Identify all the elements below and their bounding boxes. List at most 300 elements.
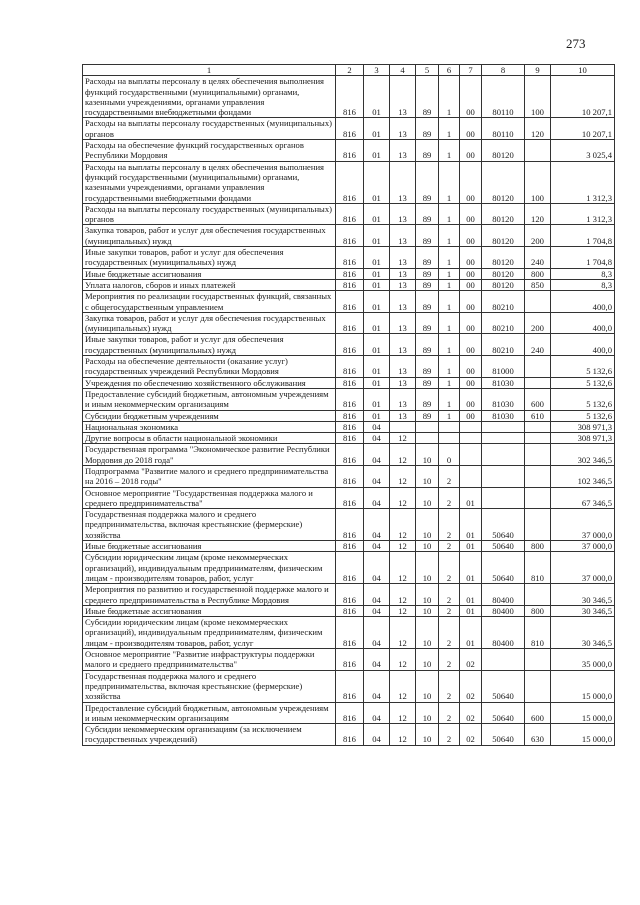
section-code: 04 bbox=[364, 670, 390, 702]
expense-type-code: 810 bbox=[525, 552, 551, 584]
ministry-code: 816 bbox=[336, 268, 364, 279]
subprogram-code bbox=[439, 433, 460, 444]
section-code: 04 bbox=[364, 552, 390, 584]
row-name: Субсидии юридическим лицам (кроме некоммерческих организаций), индивидуальным предпринимателям, физическим лицам - производителям товаров, работ, услуг bbox=[83, 617, 336, 649]
amount-cell: 8,3 bbox=[551, 279, 615, 290]
ministry-code: 816 bbox=[336, 465, 364, 487]
expense-type-code: 240 bbox=[525, 247, 551, 269]
expense-type-code bbox=[525, 509, 551, 541]
ministry-code: 816 bbox=[336, 388, 364, 410]
subprogram-code: 1 bbox=[439, 410, 460, 421]
direction-code: 80120 bbox=[482, 203, 525, 225]
ministry-code: 816 bbox=[336, 410, 364, 421]
expense-type-code bbox=[525, 140, 551, 162]
program-code: 10 bbox=[416, 444, 439, 466]
column-header: 4 bbox=[390, 65, 416, 76]
ministry-code: 816 bbox=[336, 552, 364, 584]
subprogram-code: 2 bbox=[439, 617, 460, 649]
direction-code bbox=[482, 433, 525, 444]
direction-code bbox=[482, 421, 525, 432]
expense-type-code bbox=[525, 291, 551, 313]
section-code: 04 bbox=[364, 465, 390, 487]
row-name: Расходы на обеспечение функций государственных органов Республики Мордовия bbox=[83, 140, 336, 162]
direction-code: 80400 bbox=[482, 605, 525, 616]
direction-code: 80400 bbox=[482, 617, 525, 649]
row-name: Иные закупки товаров, работ и услуг для обеспечения государственных (муниципальных) нужд bbox=[83, 247, 336, 269]
row-name: Субсидии бюджетным учреждениям bbox=[83, 410, 336, 421]
event-code bbox=[460, 465, 482, 487]
ministry-code: 816 bbox=[336, 356, 364, 378]
ministry-code: 816 bbox=[336, 140, 364, 162]
program-code bbox=[416, 421, 439, 432]
section-code: 01 bbox=[364, 268, 390, 279]
table-row bbox=[83, 421, 615, 432]
subprogram-code: 2 bbox=[439, 541, 460, 552]
table-row bbox=[83, 76, 615, 118]
subsection-code: 12 bbox=[390, 617, 416, 649]
row-name: Уплата налогов, сборов и иных платежей bbox=[83, 279, 336, 290]
expense-type-code bbox=[525, 444, 551, 466]
direction-code: 50640 bbox=[482, 724, 525, 746]
expense-type-code: 120 bbox=[525, 118, 551, 140]
row-name: Иные бюджетные ассигнования bbox=[83, 541, 336, 552]
table-row bbox=[83, 356, 615, 378]
subsection-code: 12 bbox=[390, 670, 416, 702]
section-code: 01 bbox=[364, 279, 390, 290]
row-name: Расходы на выплаты персоналу государственных (муниципальных) органов bbox=[83, 203, 336, 225]
program-code: 10 bbox=[416, 605, 439, 616]
ministry-code: 816 bbox=[336, 509, 364, 541]
subsection-code: 12 bbox=[390, 465, 416, 487]
ministry-code: 816 bbox=[336, 617, 364, 649]
amount-cell: 5 132,6 bbox=[551, 410, 615, 421]
program-code: 89 bbox=[416, 161, 439, 203]
direction-code: 80110 bbox=[482, 76, 525, 118]
table-row bbox=[83, 541, 615, 552]
subprogram-code: 1 bbox=[439, 268, 460, 279]
table-row bbox=[83, 312, 615, 334]
ministry-code: 816 bbox=[336, 334, 364, 356]
expense-type-code bbox=[525, 433, 551, 444]
amount-cell: 30 346,5 bbox=[551, 584, 615, 606]
section-code: 04 bbox=[364, 605, 390, 616]
subprogram-code: 2 bbox=[439, 670, 460, 702]
subprogram-code: 0 bbox=[439, 444, 460, 466]
table-row bbox=[83, 279, 615, 290]
table-row bbox=[83, 702, 615, 724]
amount-cell: 5 132,6 bbox=[551, 356, 615, 378]
subprogram-code: 2 bbox=[439, 702, 460, 724]
event-code: 00 bbox=[460, 203, 482, 225]
subprogram-code: 1 bbox=[439, 161, 460, 203]
column-header: 8 bbox=[482, 65, 525, 76]
expense-type-code: 120 bbox=[525, 203, 551, 225]
direction-code bbox=[482, 487, 525, 509]
table-row bbox=[83, 291, 615, 313]
column-header: 3 bbox=[364, 65, 390, 76]
expense-type-code bbox=[525, 487, 551, 509]
column-header: 6 bbox=[439, 65, 460, 76]
program-code: 89 bbox=[416, 279, 439, 290]
table-row bbox=[83, 388, 615, 410]
section-code: 01 bbox=[364, 76, 390, 118]
subprogram-code: 1 bbox=[439, 334, 460, 356]
direction-code: 50640 bbox=[482, 552, 525, 584]
column-header: 7 bbox=[460, 65, 482, 76]
table-row bbox=[83, 334, 615, 356]
subprogram-code: 1 bbox=[439, 388, 460, 410]
amount-cell: 30 346,5 bbox=[551, 605, 615, 616]
ministry-code: 816 bbox=[336, 118, 364, 140]
subsection-code: 12 bbox=[390, 509, 416, 541]
ministry-code: 816 bbox=[336, 649, 364, 671]
program-code: 10 bbox=[416, 541, 439, 552]
subsection-code: 13 bbox=[390, 203, 416, 225]
row-name: Государственная поддержка малого и среднего предпринимательства, включая крестьянские (фермерские) хозяйства bbox=[83, 509, 336, 541]
subprogram-code: 1 bbox=[439, 312, 460, 334]
ministry-code: 816 bbox=[336, 203, 364, 225]
section-code: 01 bbox=[364, 247, 390, 269]
row-name: Субсидии юридическим лицам (кроме некоммерческих организаций), индивидуальным предпринимателям, физическим лицам - производителям товаров, работ, услуг bbox=[83, 552, 336, 584]
amount-cell: 1 312,3 bbox=[551, 161, 615, 203]
section-code: 04 bbox=[364, 487, 390, 509]
page-number: 273 bbox=[566, 36, 586, 51]
row-name: Расходы на выплаты персоналу в целях обеспечения выполнения функций государственными (муниципальными) органами, казенными учреждениями, органами управления государственными внебюджетными фондами bbox=[83, 161, 336, 203]
amount-cell: 15 000,0 bbox=[551, 702, 615, 724]
program-code: 10 bbox=[416, 487, 439, 509]
subprogram-code: 1 bbox=[439, 203, 460, 225]
direction-code: 80400 bbox=[482, 584, 525, 606]
subprogram-code: 1 bbox=[439, 76, 460, 118]
row-name: Учреждения по обеспечению хозяйственного обслуживания bbox=[83, 377, 336, 388]
section-code: 01 bbox=[364, 118, 390, 140]
table-row bbox=[83, 377, 615, 388]
event-code: 00 bbox=[460, 76, 482, 118]
event-code: 00 bbox=[460, 410, 482, 421]
row-name: Иные бюджетные ассигнования bbox=[83, 268, 336, 279]
direction-code: 50640 bbox=[482, 509, 525, 541]
expense-type-code bbox=[525, 649, 551, 671]
event-code: 00 bbox=[460, 356, 482, 378]
expense-type-code bbox=[525, 421, 551, 432]
ministry-code: 816 bbox=[336, 541, 364, 552]
row-name: Расходы на обеспечение деятельности (оказание услуг) государственных учреждений Республики Мордовия bbox=[83, 356, 336, 378]
program-code: 10 bbox=[416, 649, 439, 671]
section-code: 01 bbox=[364, 225, 390, 247]
event-code bbox=[460, 421, 482, 432]
expense-type-code: 200 bbox=[525, 225, 551, 247]
event-code: 02 bbox=[460, 702, 482, 724]
amount-cell: 308 971,3 bbox=[551, 433, 615, 444]
row-name: Основное мероприятие "Государственная поддержка малого и среднего предпринимательства" bbox=[83, 487, 336, 509]
subsection-code: 12 bbox=[390, 552, 416, 584]
direction-code: 80120 bbox=[482, 279, 525, 290]
direction-code: 80120 bbox=[482, 161, 525, 203]
amount-cell: 37 000,0 bbox=[551, 552, 615, 584]
section-code: 01 bbox=[364, 388, 390, 410]
expense-type-code: 800 bbox=[525, 541, 551, 552]
row-name: Государственная программа "Экономическое развитие Республики Мордовия до 2018 года" bbox=[83, 444, 336, 466]
event-code bbox=[460, 433, 482, 444]
amount-cell: 400,0 bbox=[551, 312, 615, 334]
amount-cell: 10 207,1 bbox=[551, 76, 615, 118]
subprogram-code: 1 bbox=[439, 279, 460, 290]
ministry-code: 816 bbox=[336, 702, 364, 724]
event-code: 00 bbox=[460, 140, 482, 162]
row-name: Основное мероприятие "Развитие инфраструктуры поддержки малого и среднего предпринимательства" bbox=[83, 649, 336, 671]
ministry-code: 816 bbox=[336, 247, 364, 269]
table-row bbox=[83, 509, 615, 541]
direction-code: 80210 bbox=[482, 312, 525, 334]
direction-code: 80120 bbox=[482, 140, 525, 162]
row-name: Предоставление субсидий бюджетным, автономным учреждениям и иным некоммерческим организациям bbox=[83, 388, 336, 410]
amount-cell: 67 346,5 bbox=[551, 487, 615, 509]
amount-cell: 1 312,3 bbox=[551, 203, 615, 225]
subprogram-code: 2 bbox=[439, 724, 460, 746]
table-row bbox=[83, 584, 615, 606]
event-code: 00 bbox=[460, 279, 482, 290]
expense-type-code: 240 bbox=[525, 334, 551, 356]
subsection-code: 12 bbox=[390, 433, 416, 444]
event-code: 02 bbox=[460, 724, 482, 746]
program-code: 89 bbox=[416, 76, 439, 118]
amount-cell: 308 971,3 bbox=[551, 421, 615, 432]
program-code: 89 bbox=[416, 140, 439, 162]
row-name: Иные закупки товаров, работ и услуг для обеспечения государственных (муниципальных) нужд bbox=[83, 334, 336, 356]
program-code: 10 bbox=[416, 465, 439, 487]
event-code: 01 bbox=[460, 487, 482, 509]
table-row bbox=[83, 487, 615, 509]
subsection-code: 12 bbox=[390, 605, 416, 616]
amount-cell: 302 346,5 bbox=[551, 444, 615, 466]
table-row bbox=[83, 268, 615, 279]
row-name: Расходы на выплаты персоналу государственных (муниципальных) органов bbox=[83, 118, 336, 140]
subsection-code: 12 bbox=[390, 649, 416, 671]
subsection-code: 13 bbox=[390, 118, 416, 140]
subsection-code: 12 bbox=[390, 724, 416, 746]
program-code: 89 bbox=[416, 356, 439, 378]
subprogram-code: 1 bbox=[439, 140, 460, 162]
program-code: 10 bbox=[416, 509, 439, 541]
event-code: 00 bbox=[460, 268, 482, 279]
row-name: Закупка товаров, работ и услуг для обеспечения государственных (муниципальных) нужд bbox=[83, 312, 336, 334]
subsection-code: 13 bbox=[390, 410, 416, 421]
table-row bbox=[83, 617, 615, 649]
row-name: Государственная поддержка малого и среднего предпринимательства, включая крестьянские (фермерские) хозяйства bbox=[83, 670, 336, 702]
direction-code: 50640 bbox=[482, 670, 525, 702]
column-header: 1 bbox=[83, 65, 336, 76]
direction-code: 80120 bbox=[482, 225, 525, 247]
row-name: Мероприятия по реализации государственных функций, связанных с общегосударственным управлением bbox=[83, 291, 336, 313]
subsection-code: 13 bbox=[390, 140, 416, 162]
subprogram-code: 1 bbox=[439, 225, 460, 247]
subprogram-code: 1 bbox=[439, 118, 460, 140]
program-code: 10 bbox=[416, 702, 439, 724]
budget-table bbox=[82, 64, 615, 746]
expense-type-code: 600 bbox=[525, 702, 551, 724]
column-header: 2 bbox=[336, 65, 364, 76]
event-code: 00 bbox=[460, 291, 482, 313]
table-row bbox=[83, 605, 615, 616]
event-code: 02 bbox=[460, 649, 482, 671]
subprogram-code: 2 bbox=[439, 605, 460, 616]
section-code: 04 bbox=[364, 541, 390, 552]
program-code: 10 bbox=[416, 584, 439, 606]
direction-code: 50640 bbox=[482, 702, 525, 724]
expense-type-code: 800 bbox=[525, 605, 551, 616]
event-code: 00 bbox=[460, 247, 482, 269]
program-code: 10 bbox=[416, 670, 439, 702]
event-code: 00 bbox=[460, 161, 482, 203]
subprogram-code bbox=[439, 421, 460, 432]
section-code: 04 bbox=[364, 617, 390, 649]
program-code: 89 bbox=[416, 334, 439, 356]
row-name: Закупка товаров, работ и услуг для обеспечения государственных (муниципальных) нужд bbox=[83, 225, 336, 247]
table-row bbox=[83, 410, 615, 421]
table-row bbox=[83, 118, 615, 140]
subprogram-code: 2 bbox=[439, 465, 460, 487]
subsection-code: 13 bbox=[390, 291, 416, 313]
expense-type-code: 610 bbox=[525, 410, 551, 421]
expense-type-code: 810 bbox=[525, 617, 551, 649]
amount-cell: 3 025,4 bbox=[551, 140, 615, 162]
column-header: 5 bbox=[416, 65, 439, 76]
ministry-code: 816 bbox=[336, 377, 364, 388]
subprogram-code: 2 bbox=[439, 509, 460, 541]
subsection-code: 12 bbox=[390, 702, 416, 724]
event-code: 00 bbox=[460, 118, 482, 140]
program-code: 10 bbox=[416, 724, 439, 746]
subsection-code: 13 bbox=[390, 268, 416, 279]
subsection-code: 13 bbox=[390, 356, 416, 378]
ministry-code: 816 bbox=[336, 279, 364, 290]
subsection-code: 12 bbox=[390, 444, 416, 466]
event-code: 01 bbox=[460, 605, 482, 616]
event-code: 00 bbox=[460, 225, 482, 247]
subsection-code: 13 bbox=[390, 334, 416, 356]
event-code: 00 bbox=[460, 334, 482, 356]
section-code: 04 bbox=[364, 649, 390, 671]
table-row bbox=[83, 161, 615, 203]
table-row bbox=[83, 670, 615, 702]
direction-code: 81030 bbox=[482, 377, 525, 388]
section-code: 04 bbox=[364, 702, 390, 724]
row-name: Другие вопросы в области национальной экономики bbox=[83, 433, 336, 444]
table-row bbox=[83, 203, 615, 225]
expense-type-code: 600 bbox=[525, 388, 551, 410]
section-code: 01 bbox=[364, 161, 390, 203]
expense-type-code bbox=[525, 377, 551, 388]
direction-code: 80210 bbox=[482, 291, 525, 313]
subsection-code bbox=[390, 421, 416, 432]
ministry-code: 816 bbox=[336, 421, 364, 432]
program-code: 89 bbox=[416, 388, 439, 410]
section-code: 04 bbox=[364, 724, 390, 746]
amount-cell: 1 704,8 bbox=[551, 247, 615, 269]
section-code: 01 bbox=[364, 356, 390, 378]
direction-code: 50640 bbox=[482, 541, 525, 552]
subprogram-code: 2 bbox=[439, 584, 460, 606]
column-header: 9 bbox=[525, 65, 551, 76]
subprogram-code: 1 bbox=[439, 247, 460, 269]
table-header-row bbox=[83, 65, 615, 76]
expense-type-code bbox=[525, 465, 551, 487]
subprogram-code: 2 bbox=[439, 487, 460, 509]
subsection-code: 12 bbox=[390, 584, 416, 606]
amount-cell: 8,3 bbox=[551, 268, 615, 279]
subprogram-code: 1 bbox=[439, 377, 460, 388]
table-row bbox=[83, 225, 615, 247]
table-row bbox=[83, 444, 615, 466]
section-code: 01 bbox=[364, 410, 390, 421]
subsection-code: 13 bbox=[390, 377, 416, 388]
direction-code: 80110 bbox=[482, 118, 525, 140]
section-code: 01 bbox=[364, 203, 390, 225]
amount-cell: 35 000,0 bbox=[551, 649, 615, 671]
ministry-code: 816 bbox=[336, 724, 364, 746]
subsection-code: 12 bbox=[390, 487, 416, 509]
subsection-code: 13 bbox=[390, 388, 416, 410]
amount-cell: 400,0 bbox=[551, 291, 615, 313]
event-code: 00 bbox=[460, 388, 482, 410]
expense-type-code bbox=[525, 670, 551, 702]
column-header: 10 bbox=[551, 65, 615, 76]
program-code: 89 bbox=[416, 118, 439, 140]
section-code: 04 bbox=[364, 421, 390, 432]
expense-type-code: 100 bbox=[525, 76, 551, 118]
event-code: 00 bbox=[460, 377, 482, 388]
row-name: Подпрограмма "Развитие малого и среднего предпринимательства на 2016 – 2018 годы" bbox=[83, 465, 336, 487]
subsection-code: 13 bbox=[390, 279, 416, 290]
direction-code: 80210 bbox=[482, 334, 525, 356]
subprogram-code: 2 bbox=[439, 552, 460, 584]
section-code: 01 bbox=[364, 291, 390, 313]
program-code: 89 bbox=[416, 312, 439, 334]
subsection-code: 13 bbox=[390, 225, 416, 247]
subsection-code: 13 bbox=[390, 76, 416, 118]
section-code: 01 bbox=[364, 377, 390, 388]
program-code: 10 bbox=[416, 552, 439, 584]
section-code: 04 bbox=[364, 433, 390, 444]
expense-type-code: 630 bbox=[525, 724, 551, 746]
event-code: 01 bbox=[460, 617, 482, 649]
ministry-code: 816 bbox=[336, 76, 364, 118]
event-code bbox=[460, 444, 482, 466]
event-code: 02 bbox=[460, 670, 482, 702]
ministry-code: 816 bbox=[336, 225, 364, 247]
table-row bbox=[83, 247, 615, 269]
direction-code: 81030 bbox=[482, 388, 525, 410]
amount-cell: 400,0 bbox=[551, 334, 615, 356]
subprogram-code: 2 bbox=[439, 649, 460, 671]
table-row bbox=[83, 724, 615, 746]
expense-type-code: 850 bbox=[525, 279, 551, 290]
event-code: 01 bbox=[460, 541, 482, 552]
program-code: 89 bbox=[416, 225, 439, 247]
amount-cell: 37 000,0 bbox=[551, 541, 615, 552]
subsection-code: 13 bbox=[390, 247, 416, 269]
program-code: 89 bbox=[416, 247, 439, 269]
amount-cell: 10 207,1 bbox=[551, 118, 615, 140]
expense-type-code bbox=[525, 584, 551, 606]
amount-cell: 1 704,8 bbox=[551, 225, 615, 247]
program-code: 89 bbox=[416, 291, 439, 313]
table-row bbox=[83, 140, 615, 162]
ministry-code: 816 bbox=[336, 670, 364, 702]
row-name: Предоставление субсидий бюджетным, автономным учреждениям и иным некоммерческим организациям bbox=[83, 702, 336, 724]
event-code: 01 bbox=[460, 584, 482, 606]
subprogram-code: 1 bbox=[439, 356, 460, 378]
